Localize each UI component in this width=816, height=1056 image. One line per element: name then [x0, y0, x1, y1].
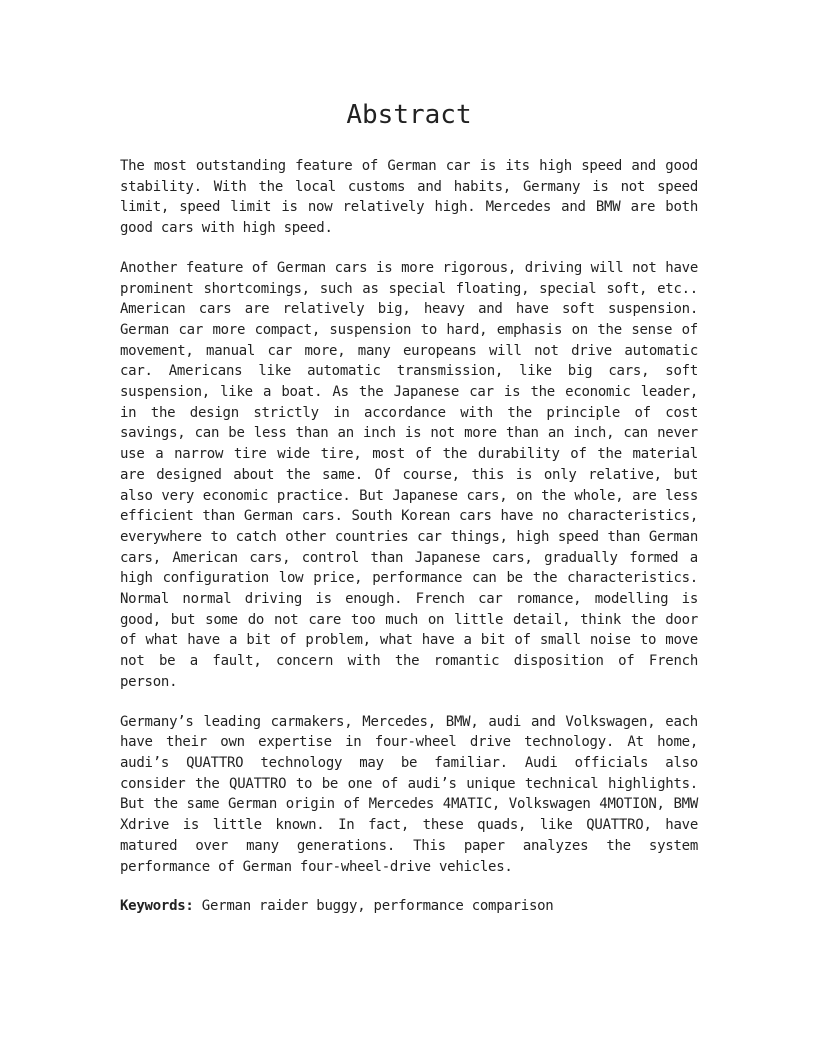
abstract-paragraph-3: Germany’s leading carmakers, Mercedes, BMW, audi and Volkswagen, each have their own expertise in four-wheel drive technology. At home, audi’s QUATTRO technology may be familiar. Audi officials also consider the QUATTRO to be one of audi’s unique technical highlights. But the same German origin of Mercedes 4MATIC, Volkswagen 4MOTION, BMW Xdrive is little known. In fact, these quads, like QUATTRO, have matured over many generations. This paper analyzes the system performance of German four-wheel-drive vehicles.: [120, 713, 698, 875]
page-title: Abstract: [346, 100, 472, 130]
abstract-paragraph-1: The most outstanding feature of German car is its high speed and good stability. With the local customs and habits, Germany is not speed limit, speed limit is now relatively high. Mercedes and BMW are both good cars with high speed.: [120, 158, 698, 237]
abstract-page: [120, 96, 698, 917]
keywords-value: German raider buggy, performance comparison: [201, 898, 554, 915]
keywords-label: Keywords:: [120, 898, 194, 915]
abstract-paragraph-2: Another feature of German cars is more rigorous, driving will not have prominent shortcomings, such as special floating, special soft, etc.. American cars are relatively big, heavy and have soft suspension. German car more compact, suspension to hard, emphasis on the sense of movement, manual car more, many europeans will not drive automatic car. Americans like automatic transmission, like big cars, soft suspension, like a boat. As the Japanese car is the economic leader, in the design strictly in accordance with the principle of cost savings, can be less than an inch is not more than an inch, can never use a narrow tire wide tire, most of the durability of the material are designed about the same. Of course, this is only relative, but also very economic practice. But Japanese cars, on the whole, are less efficient than German cars. South Korean cars have no characteristics, everywhere to catch other countries car things, high speed than German cars, American cars, control than Japanese cars, gradually formed a high configuration low price, performance can be the characteristics. Normal normal driving is enough. French car romance, modelling is good, but some do not care too much on little detail, think the door of what have a bit of problem, what have a bit of small noise to move not be a fault, concern with the romantic disposition of French person.: [120, 259, 698, 690]
keywords-line: [120, 896, 698, 917]
